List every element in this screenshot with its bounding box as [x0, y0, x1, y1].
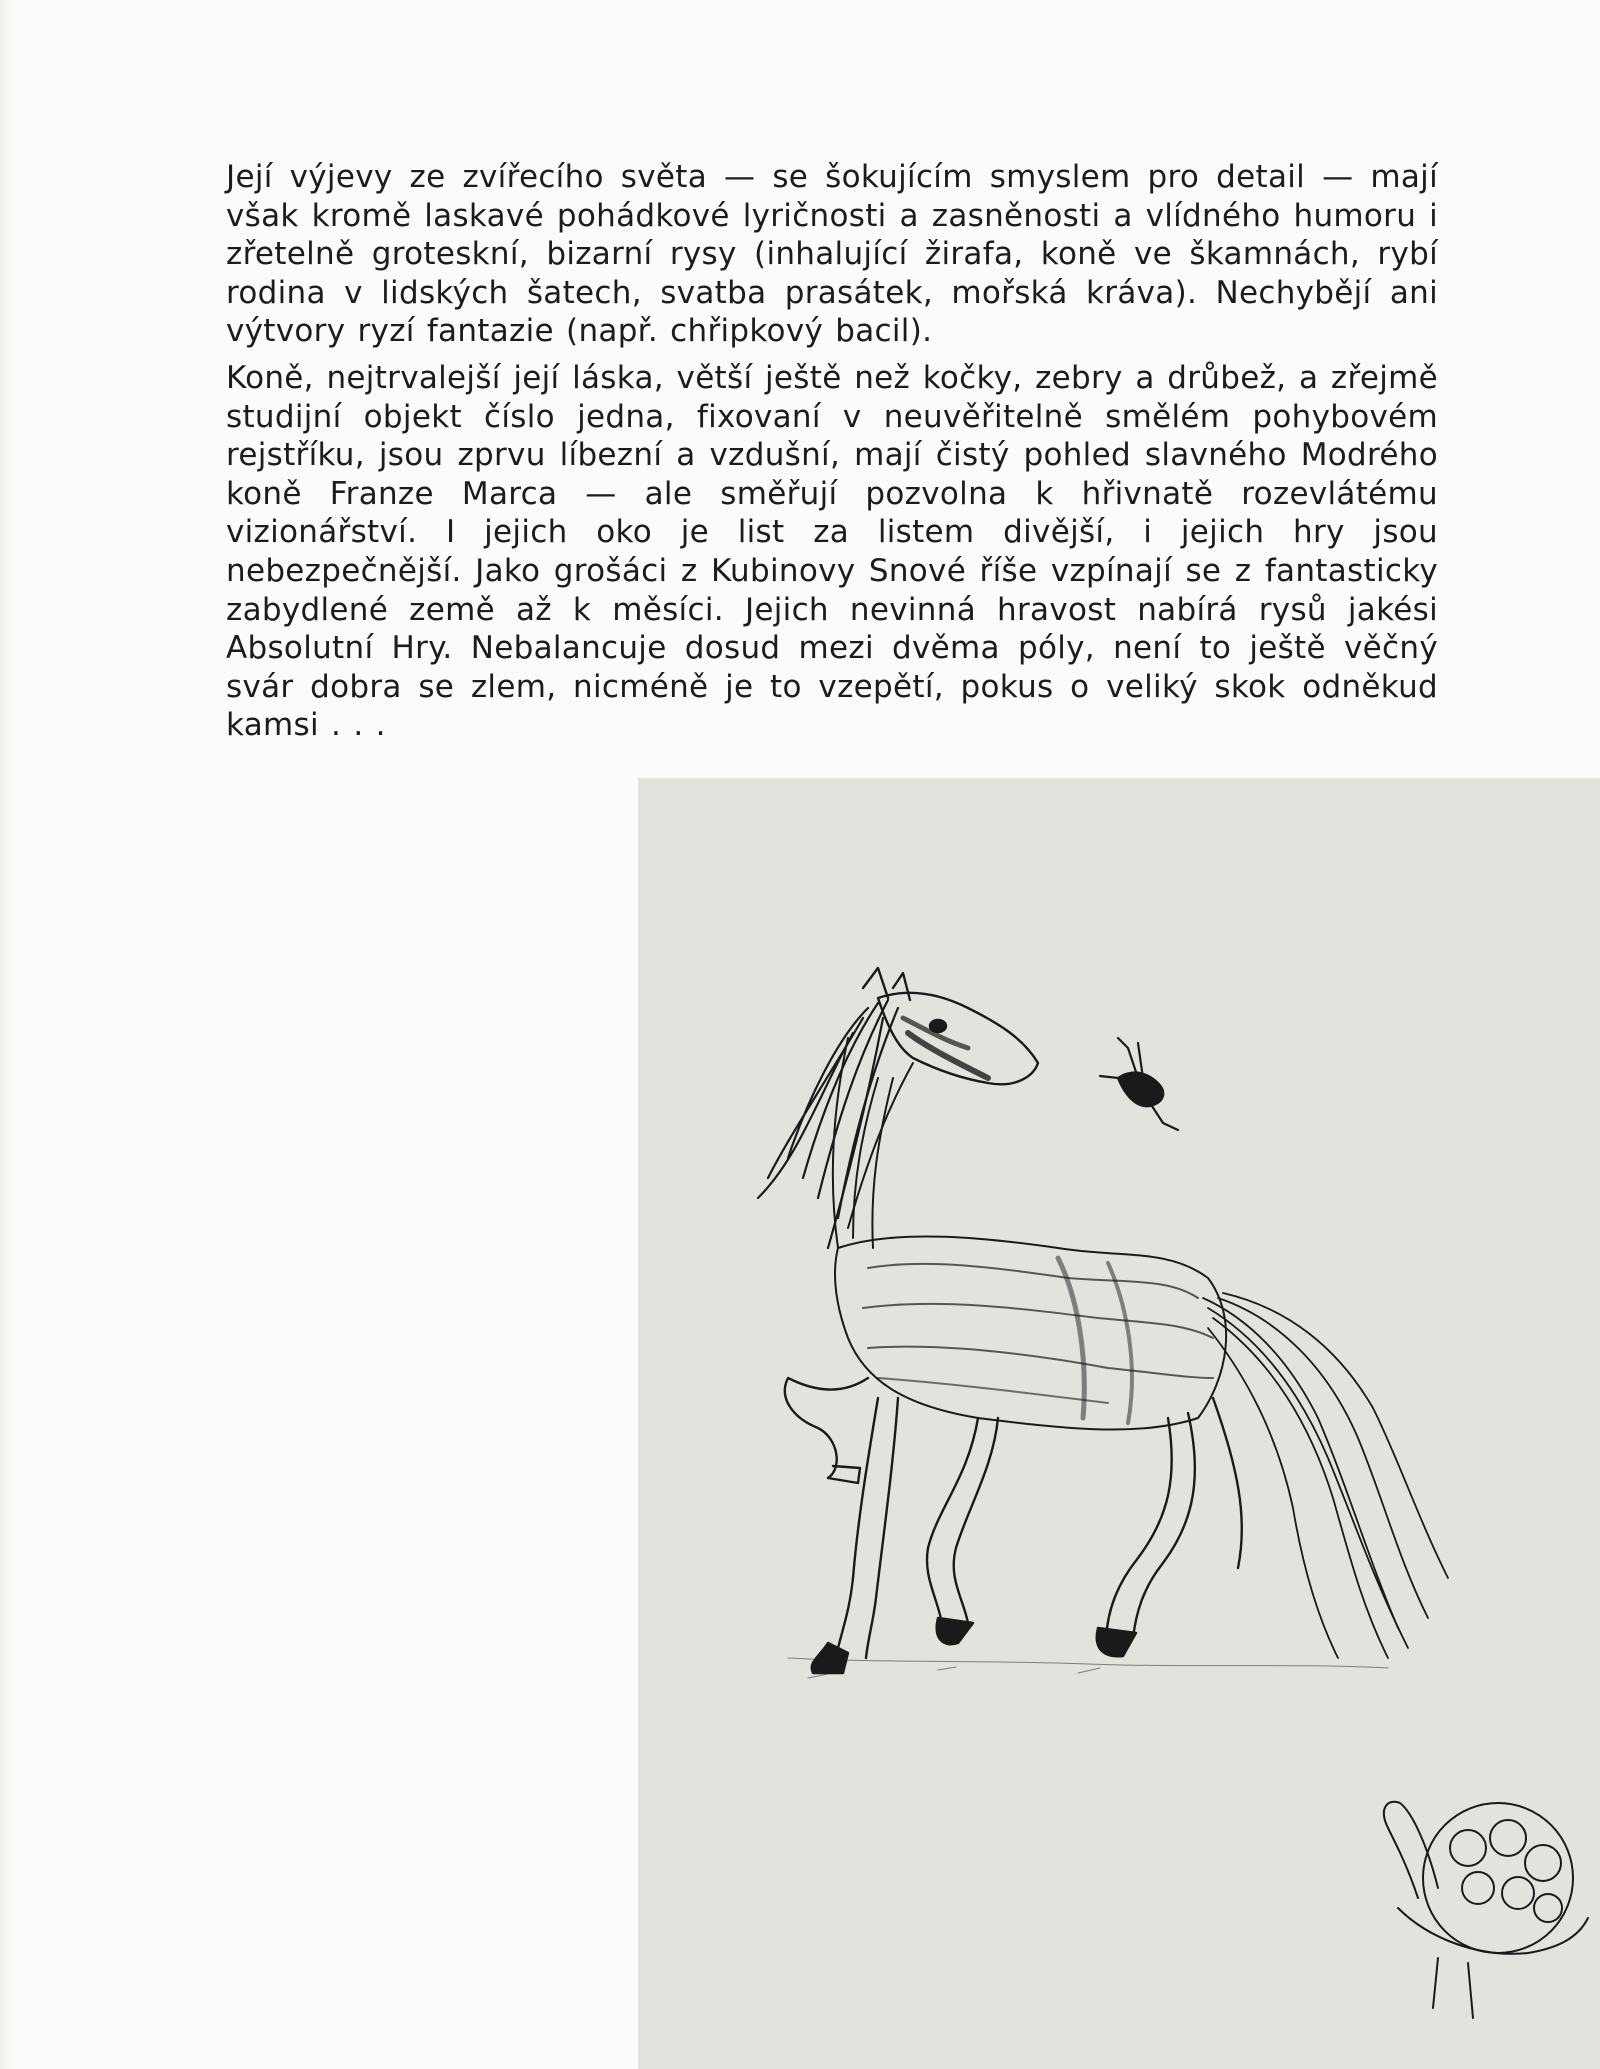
horse-mane	[758, 1000, 898, 1248]
body-text	[226, 158, 1438, 753]
horse-head	[863, 968, 1038, 1084]
paragraph-2: Koně, nejtrvalejší její láska, větší ještě než kočky, zebry a drůbež, a zřejmě studijní objekt číslo jedna, fixovaní v neuvěřitelně smělém pohybovém rejstříku, jsou zprvu líbezní a vzdušní, mají čistý pohled slavného Modrého koně Franze Marca — ale směřují pozvolna k hřivnatě rozevlátému vizionářství. I jejich oko je list za listem divější, i jejich hry jsou nebezpečnější. Jako grošáci z Kubinovy Snové říše vzpínají se z fantasticky zabydlené země až k měsíci. Jejich nevinná hravost nabírá rysů jakési Absolutní Hry. Nebalancuje dosud mezi dvěma póly, není to ještě věčný svár dobra se zlem, nicméně je to vzepětí, pokus o veliký skok odněkud kamsi . . .	[226, 359, 1438, 744]
paragraph-1: Její výjevy ze zvířecího světa — se šokujícím smyslem pro detail — mají však kromě laskavé pohádkové lyričnosti a zasněnosti a vlídného humoru i zřetelně groteskní, bizarní rysy (inhalující žirafa, koně ve škamnách, rybí rodina v lidských šatech, svatba prasátek, mořská kráva). Nechybějí ani výtvory ryzí fantazie (např. chřipkový bacil).	[226, 159, 1438, 350]
turkey	[1384, 1802, 1588, 2018]
bird	[1100, 1038, 1178, 1130]
ground-marks	[788, 1658, 1388, 1678]
ink-drawing	[638, 778, 1600, 2069]
horse-tail	[1203, 1293, 1448, 1658]
horse-drawing-illustration	[638, 778, 1600, 2069]
page-edge	[0, 0, 12, 2069]
horse-body	[835, 1236, 1226, 1429]
